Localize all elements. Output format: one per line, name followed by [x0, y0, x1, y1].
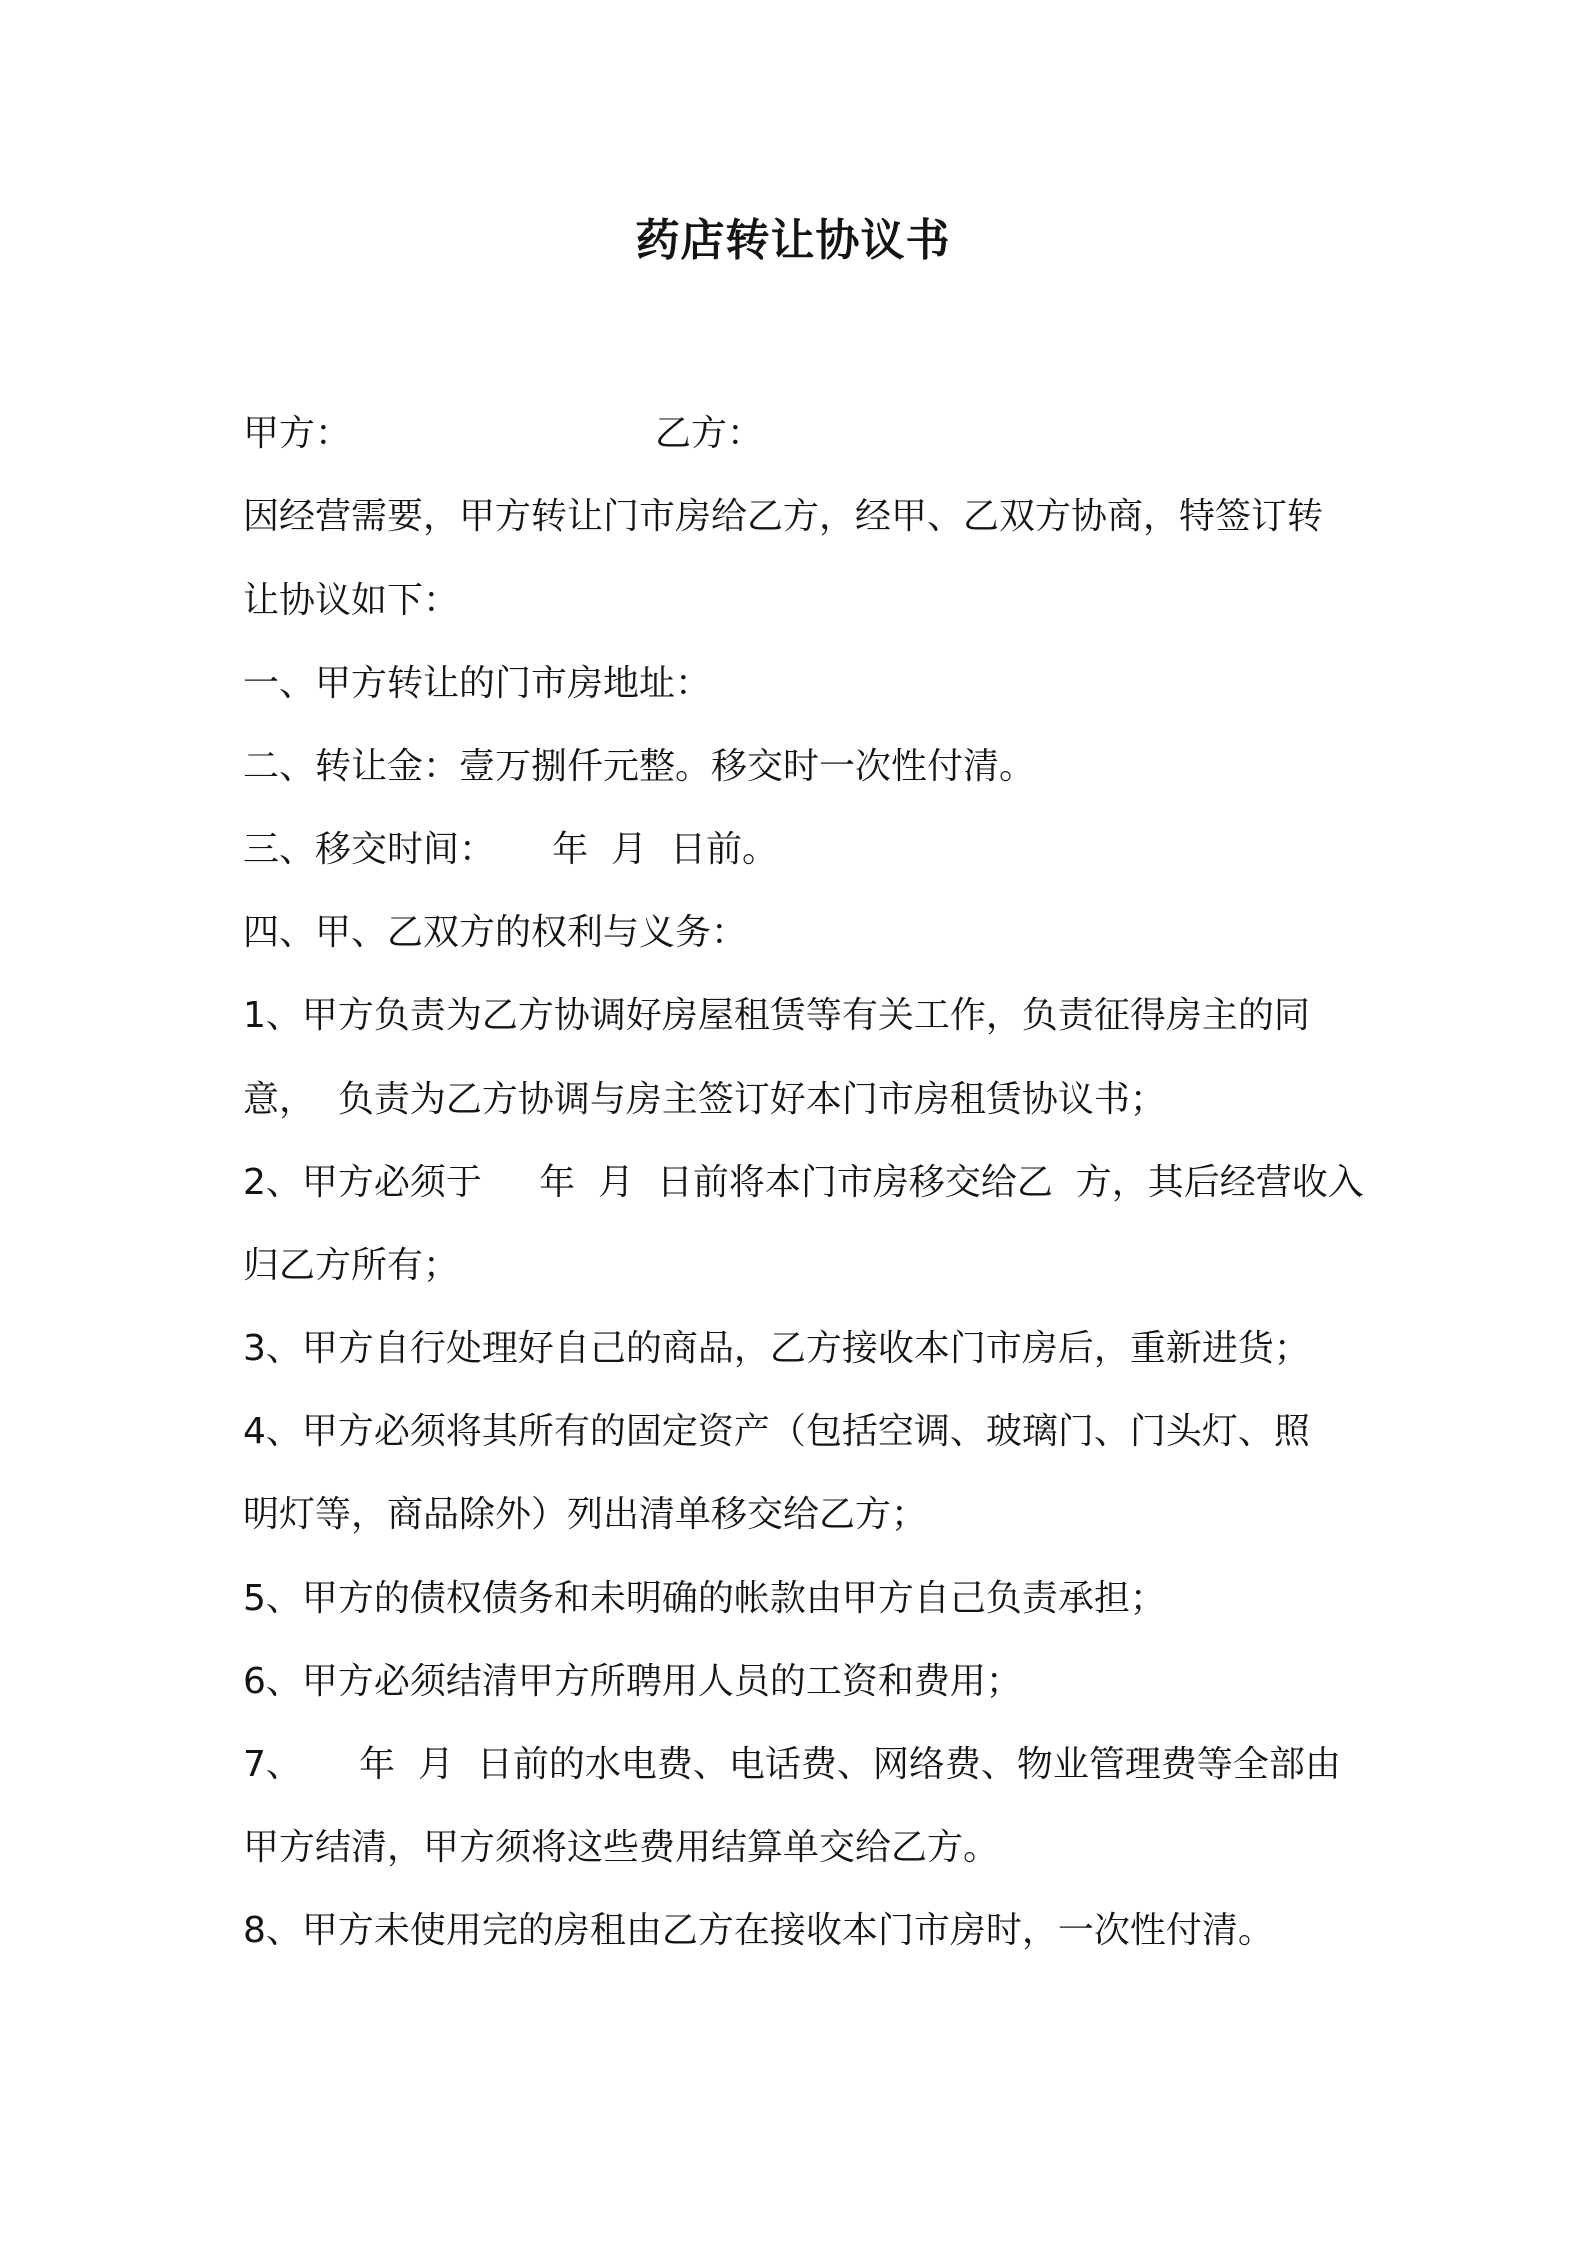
- list-item-continued: 归乙方所有；: [243, 1245, 460, 1286]
- paragraph-line: 因经营需要，甲方转让门市房给乙方，经甲、乙双方协商，特签订转: [243, 496, 1324, 537]
- list-item: 8、甲方未使用完的房租由乙方在接收本门市房时，一次性付清。: [243, 1910, 1274, 1951]
- clause-3-handover-time: 三、移交时间： 年 月 日前。: [243, 829, 778, 870]
- list-item: 3、甲方自行处理好自己的商品，乙方接收本门市房后，重新进货；: [243, 1328, 1310, 1369]
- list-item: 6、甲方必须结清甲方所聘用人员的工资和费用；: [243, 1661, 1022, 1702]
- clause-1-address: 一、甲方转让的门市房地址：: [243, 663, 712, 704]
- list-item: 4、甲方必须将其所有的固定资产（包括空调、玻璃门、门头灯、照: [243, 1411, 1310, 1452]
- list-item-continued: 明灯等，商品除外）列出清单移交给乙方；: [243, 1494, 928, 1535]
- party-a-label: 甲方：: [243, 413, 352, 454]
- list-item: 1、甲方负责为乙方协调好房屋租赁等有关工作，负责征得房主的同: [243, 995, 1310, 1036]
- party-b-label: 乙方：: [655, 413, 764, 454]
- list-item: 5、甲方的债权债务和未明确的帐款由甲方自己负责承担；: [243, 1578, 1166, 1619]
- document-title: 药店转让协议书: [635, 215, 951, 266]
- list-item: 7、 年 月 日前的水电费、电话费、网络费、物业管理费等全部由: [243, 1744, 1341, 1785]
- list-item-continued: 意， 负责为乙方协调与房主签订好本门市房租赁协议书；: [243, 1079, 1166, 1120]
- list-item-continued: 甲方结清，甲方须将这些费用结算单交给乙方。: [243, 1827, 1000, 1868]
- clause-2-fee: 二、转让金：壹万捌仟元整。移交时一次性付清。: [243, 746, 1036, 787]
- clause-4-rights-heading: 四、甲、乙双方的权利与义务：: [243, 912, 748, 953]
- paragraph-line: 让协议如下：: [243, 580, 460, 621]
- list-item: 2、甲方必须于 年 月 日前将本门市房移交给乙 方，其后经营收入: [243, 1162, 1364, 1203]
